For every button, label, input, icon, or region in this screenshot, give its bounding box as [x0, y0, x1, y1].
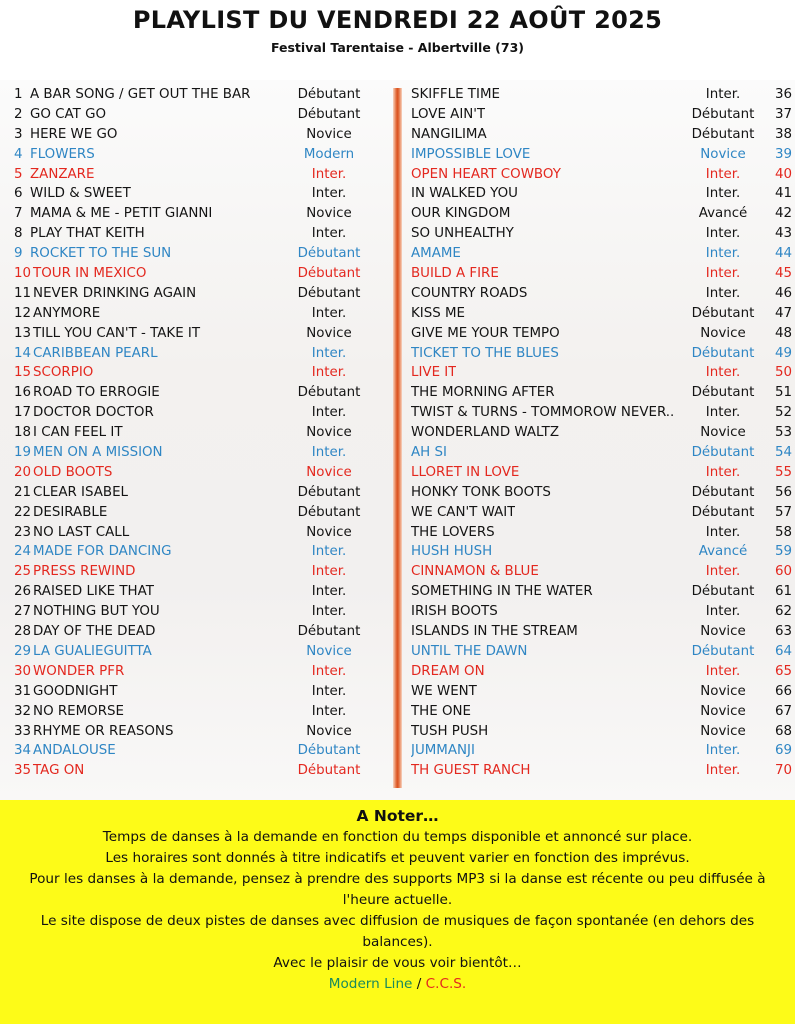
dance-level: Novice: [700, 683, 746, 699]
playlist-row: [14, 85, 388, 105]
dance-level: Inter.: [705, 763, 741, 779]
dance-level: Novice: [700, 146, 746, 162]
playlist-row: [411, 423, 792, 443]
dance-level: Novice: [306, 464, 352, 480]
dance-title: WONDER PFR: [33, 663, 125, 679]
dance-number: 65: [774, 663, 792, 679]
dance-number: 63: [774, 624, 792, 640]
dance-title: HUSH HUSH: [411, 544, 493, 560]
playlist-row: [14, 224, 388, 244]
dance-number: 7: [14, 206, 23, 222]
dance-number: 48: [774, 325, 792, 341]
dance-title: DAY OF THE DEAD: [33, 624, 156, 640]
dance-level: Inter.: [311, 703, 347, 719]
dance-title: ROAD TO ERROGIE: [33, 385, 160, 401]
dance-level: Novice: [306, 643, 352, 659]
dance-number: 16: [14, 385, 32, 401]
dance-level: Débutant: [297, 285, 361, 301]
playlist-row: [14, 264, 388, 284]
dance-title: OUR KINGDOM: [411, 206, 511, 222]
playlist-row: [411, 224, 792, 244]
playlist-row: [14, 105, 388, 125]
playlist-row: [411, 722, 792, 742]
playlist-row: [411, 85, 792, 105]
dance-level: Avancé: [698, 206, 748, 222]
playlist-row: [14, 165, 388, 185]
dance-number: 24: [14, 544, 32, 560]
dance-level: Inter.: [311, 663, 347, 679]
dance-number: 9: [14, 246, 23, 262]
playlist-row: [14, 304, 388, 324]
signature-ccs: C.C.S.: [425, 976, 467, 992]
playlist-row: [411, 264, 792, 284]
dance-title: GIVE ME YOUR TEMPO: [411, 325, 560, 341]
dance-number: 66: [774, 683, 792, 699]
dance-number: 28: [14, 624, 32, 640]
dance-number: 18: [14, 425, 32, 441]
dance-number: 55: [774, 464, 792, 480]
dance-level: Débutant: [691, 484, 755, 500]
dance-title: BUILD A FIRE: [411, 266, 499, 282]
dance-number: 68: [774, 723, 792, 739]
dance-title: I CAN FEEL IT: [33, 425, 123, 441]
dance-title: ISLANDS IN THE STREAM: [411, 624, 578, 640]
dance-level: Novice: [700, 703, 746, 719]
dance-title: NO REMORSE: [33, 703, 124, 719]
dance-title: ZANZARE: [30, 166, 95, 182]
dance-title: JUMMANJI: [411, 743, 475, 759]
playlist-row: [14, 642, 388, 662]
dance-number: 23: [14, 524, 32, 540]
dance-number: 11: [14, 285, 32, 301]
dance-title: FLOWERS: [30, 146, 95, 162]
dance-title: TH GUEST RANCH: [411, 763, 531, 779]
playlist-row: [14, 423, 388, 443]
dance-title: WILD & SWEET: [30, 186, 131, 202]
dance-number: 20: [14, 464, 32, 480]
playlist-row: [14, 503, 388, 523]
dance-level: Débutant: [297, 87, 361, 102]
playlist-row: [411, 324, 792, 344]
dance-title: SKIFFLE TIME: [411, 87, 500, 102]
dance-title: AH SI: [411, 445, 447, 461]
dance-number: 60: [774, 564, 792, 580]
dance-number: 38: [774, 126, 792, 142]
playlist-row: [411, 284, 792, 304]
playlist-row: [411, 602, 792, 622]
playlist-row: [14, 125, 388, 145]
playlist-row: [14, 284, 388, 304]
dance-title: NANGILIMA: [411, 126, 487, 142]
dance-title: IMPOSSIBLE LOVE: [411, 146, 531, 162]
notes-title: A Noter…: [356, 807, 439, 825]
dance-title: TILL YOU CAN'T - TAKE IT: [33, 325, 201, 341]
dance-number: 30: [14, 663, 32, 679]
dance-level: Inter.: [705, 186, 741, 202]
dance-number: 47: [774, 305, 792, 321]
page-title: PLAYLIST DU VENDREDI 22 AOÛT 2025: [132, 6, 663, 34]
dance-title: GOODNIGHT: [33, 683, 118, 699]
dance-title: COUNTRY ROADS: [411, 285, 528, 301]
dance-level: Inter.: [705, 663, 741, 679]
playlist-row: [14, 722, 388, 742]
dance-level: Inter.: [705, 226, 741, 242]
playlist-row: [411, 383, 792, 403]
dance-number: 8: [14, 226, 23, 242]
dance-title: GO CAT GO: [30, 106, 106, 122]
dance-level: Inter.: [705, 524, 741, 540]
dance-level: Inter.: [705, 266, 741, 282]
dance-number: 29: [14, 643, 32, 659]
dance-title: WE CAN'T WAIT: [411, 504, 516, 520]
playlist-row: [411, 165, 792, 185]
dance-title: NO LAST CALL: [33, 524, 130, 540]
dance-title: THE LOVERS: [411, 524, 495, 540]
playlist-row: [411, 622, 792, 642]
playlist-row: [411, 463, 792, 483]
dance-level: Inter.: [311, 584, 347, 600]
dance-number: 10: [14, 266, 32, 282]
dance-level: Inter.: [311, 683, 347, 699]
dance-title: LLORET IN LOVE: [411, 464, 520, 480]
dance-number: 34: [14, 743, 32, 759]
dance-number: 64: [774, 643, 792, 659]
dance-number: 22: [14, 504, 32, 520]
dance-number: 43: [774, 226, 792, 242]
dance-level: Novice: [700, 425, 746, 441]
dance-level: Inter.: [705, 464, 741, 480]
playlist-row: [411, 204, 792, 224]
dance-number: 14: [14, 345, 32, 361]
dance-title: HERE WE GO: [30, 126, 118, 142]
playlist-row: [14, 483, 388, 503]
dance-number: 37: [774, 106, 792, 122]
dance-number: 46: [774, 285, 792, 301]
dance-level: Novice: [306, 524, 352, 540]
playlist-row: [411, 662, 792, 682]
dance-level: Débutant: [297, 246, 361, 262]
dance-level: Débutant: [297, 763, 361, 779]
notes-line: Pour les danses à la demande, pensez à prendre des supports MP3 si la danse est récente ou peu diffusée à l'heure actuelle.: [29, 871, 766, 908]
playlist-row: [14, 463, 388, 483]
dance-title: DREAM ON: [411, 663, 485, 679]
dance-number: 4: [14, 146, 23, 162]
playlist-row: [411, 503, 792, 523]
dance-level: Novice: [306, 206, 352, 222]
dance-number: 44: [774, 246, 792, 262]
playlist-row: [411, 184, 792, 204]
playlist-row: [411, 523, 792, 543]
dance-number: 56: [774, 484, 792, 500]
dance-number: 67: [774, 703, 792, 719]
playlist-row: [14, 582, 388, 602]
dance-number: 51: [774, 385, 792, 401]
dance-title: NEVER DRINKING AGAIN: [33, 285, 197, 301]
dance-number: 25: [14, 564, 32, 580]
dance-number: 61: [774, 584, 792, 600]
dance-level: Novice: [700, 723, 746, 739]
playlist-row: [411, 741, 792, 761]
dance-level: Inter.: [705, 564, 741, 580]
dance-title: CARIBBEAN PEARL: [33, 345, 158, 361]
playlist-row: [411, 105, 792, 125]
playlist-row: [14, 662, 388, 682]
dance-number: 27: [14, 604, 32, 620]
dance-level: Inter.: [311, 305, 347, 321]
column-divider: [393, 88, 402, 788]
playlist-row: [411, 562, 792, 582]
dance-title: TAG ON: [33, 763, 85, 779]
dance-number: 32: [14, 703, 32, 719]
dance-level: Novice: [700, 624, 746, 640]
dance-level: Novice: [306, 325, 352, 341]
dance-title: AMAME: [411, 246, 461, 262]
dance-number: 50: [774, 365, 792, 381]
dance-level: Inter.: [705, 285, 741, 301]
dance-level: Débutant: [691, 643, 755, 659]
playlist-right-column: [411, 85, 792, 781]
dance-level: Inter.: [311, 445, 347, 461]
dance-title: LIVE IT: [411, 365, 457, 381]
dance-title: WE WENT: [411, 683, 477, 699]
signature-separator: /: [412, 976, 426, 992]
dance-title: UNTIL THE DAWN: [411, 643, 528, 659]
playlist-row: [411, 682, 792, 702]
playlist-row: [14, 741, 388, 761]
playlist-row: [411, 582, 792, 602]
dance-number: 35: [14, 763, 32, 779]
dance-level: Inter.: [311, 226, 347, 242]
playlist-row: [411, 244, 792, 264]
dance-title: THE ONE: [411, 703, 471, 719]
dance-number: 57: [774, 504, 792, 520]
signature-modern-line: Modern Line: [328, 976, 413, 992]
dance-level: Inter.: [311, 564, 347, 580]
dance-level: Inter.: [311, 544, 347, 560]
dance-title: DOCTOR DOCTOR: [33, 405, 154, 421]
dance-number: 49: [774, 345, 792, 361]
dance-title: SOMETHING IN THE WATER: [411, 584, 593, 600]
dance-level: Inter.: [705, 87, 741, 102]
dance-level: Novice: [306, 723, 352, 739]
playlist-row: [411, 702, 792, 722]
dance-level: Débutant: [297, 106, 361, 122]
dance-number: 36: [774, 87, 792, 102]
dance-title: TICKET TO THE BLUES: [411, 345, 559, 361]
dance-level: Inter.: [705, 365, 741, 381]
playlist-row: [411, 403, 792, 423]
playlist-row: [14, 204, 388, 224]
dance-number: 54: [774, 445, 792, 461]
playlist-row: [411, 145, 792, 165]
playlist-row: [411, 761, 792, 781]
playlist-row: [14, 542, 388, 562]
dance-level: Débutant: [691, 345, 755, 361]
dance-level: Inter.: [705, 405, 741, 421]
notes-line: Le site dispose de deux pistes de danses avec diffusion de musiques de façon spontanée (en dehors des balances).: [40, 913, 755, 950]
dance-number: 41: [774, 186, 792, 202]
dance-number: 1: [14, 87, 23, 102]
playlist-row: [411, 642, 792, 662]
dance-title: HONKY TONK BOOTS: [411, 484, 551, 500]
dance-title: RHYME OR REASONS: [33, 723, 174, 739]
dance-number: 2: [14, 106, 23, 122]
dance-level: Débutant: [297, 743, 361, 759]
dance-number: 52: [774, 405, 792, 421]
dance-title: SCORPIO: [33, 365, 94, 381]
dance-number: 58: [774, 524, 792, 540]
dance-title: IRISH BOOTS: [411, 604, 498, 620]
dance-level: Débutant: [691, 106, 755, 122]
dance-level: Inter.: [705, 166, 741, 182]
dance-title: A BAR SONG / GET OUT THE BAR: [30, 87, 251, 102]
playlist-row: [411, 363, 792, 383]
playlist-row: [411, 542, 792, 562]
notes-line: Les horaires sont donnés à titre indicatifs et peuvent varier en fonction des imprévus.: [105, 850, 690, 866]
playlist-row: [14, 363, 388, 383]
dance-level: Inter.: [311, 604, 347, 620]
dance-number: 33: [14, 723, 32, 739]
playlist-row: [14, 145, 388, 165]
dance-level: Inter.: [311, 365, 347, 381]
dance-number: 15: [14, 365, 32, 381]
signature: [0, 974, 795, 995]
dance-number: 70: [774, 763, 792, 779]
dance-level: Débutant: [691, 305, 755, 321]
notes-panel: [0, 800, 795, 1024]
dance-level: Débutant: [691, 126, 755, 142]
dance-title: THE MORNING AFTER: [411, 385, 555, 401]
dance-number: 40: [774, 166, 792, 182]
dance-title: ROCKET TO THE SUN: [30, 246, 172, 262]
dance-number: 13: [14, 325, 32, 341]
playlist-left-column: [14, 85, 388, 781]
playlist-row: [411, 125, 792, 145]
dance-title: PRESS REWIND: [33, 564, 136, 580]
dance-number: 69: [774, 743, 792, 759]
dance-title: OPEN HEART COWBOY: [411, 166, 561, 182]
dance-title: LOVE AIN'T: [411, 106, 486, 122]
playlist-row: [411, 344, 792, 364]
playlist-row: [14, 702, 388, 722]
dance-title: PLAY THAT KEITH: [30, 226, 145, 242]
playlist-row: [14, 523, 388, 543]
dance-level: Novice: [306, 425, 352, 441]
dance-title: NOTHING BUT YOU: [33, 604, 160, 620]
playlist-row: [14, 602, 388, 622]
dance-level: Inter.: [705, 246, 741, 262]
dance-level: Débutant: [691, 445, 755, 461]
dance-title: TUSH PUSH: [411, 723, 489, 739]
playlist-row: [411, 443, 792, 463]
dance-title: TOUR IN MEXICO: [33, 266, 147, 282]
dance-number: 5: [14, 166, 23, 182]
dance-title: ANYMORE: [33, 305, 101, 321]
playlist-row: [14, 622, 388, 642]
dance-number: 62: [774, 604, 792, 620]
playlist-row: [14, 344, 388, 364]
dance-title: MEN ON A MISSION: [33, 445, 163, 461]
dance-level: Débutant: [297, 385, 361, 401]
dance-level: Inter.: [311, 166, 347, 182]
dance-level: Inter.: [311, 186, 347, 202]
playlist-row: [14, 403, 388, 423]
dance-number: 45: [774, 266, 792, 282]
dance-number: 6: [14, 186, 23, 202]
dance-level: Modern: [303, 146, 355, 162]
playlist-row: [14, 682, 388, 702]
playlist-row: [14, 244, 388, 264]
dance-level: Débutant: [691, 385, 755, 401]
dance-level: Inter.: [311, 405, 347, 421]
dance-number: 12: [14, 305, 32, 321]
dance-number: 3: [14, 126, 23, 142]
dance-level: Débutant: [691, 584, 755, 600]
dance-title: IN WALKED YOU: [411, 186, 518, 202]
dance-number: 53: [774, 425, 792, 441]
dance-number: 39: [774, 146, 792, 162]
dance-level: Novice: [306, 126, 352, 142]
notes-closing: Avec le plaisir de vous voir bientôt…: [273, 955, 522, 971]
dance-title: MADE FOR DANCING: [33, 544, 172, 560]
dance-number: 19: [14, 445, 32, 461]
dance-number: 31: [14, 683, 32, 699]
dance-level: Avancé: [698, 544, 748, 560]
dance-level: Inter.: [705, 604, 741, 620]
dance-title: LA GUALIEGUITTA: [33, 643, 152, 659]
dance-title: WONDERLAND WALTZ: [411, 425, 560, 441]
playlist-row: [14, 562, 388, 582]
playlist-row: [411, 483, 792, 503]
playlist-row: [14, 324, 388, 344]
dance-number: 42: [774, 206, 792, 222]
dance-title: OLD BOOTS: [33, 464, 113, 480]
playlist-row: [14, 761, 388, 781]
dance-level: Débutant: [297, 504, 361, 520]
dance-title: TWIST & TURNS - TOMMOROW NEVER..: [411, 405, 675, 421]
playlist-row: [14, 383, 388, 403]
dance-title: DESIRABLE: [33, 504, 108, 520]
dance-number: 26: [14, 584, 32, 600]
dance-level: Débutant: [297, 624, 361, 640]
dance-number: 59: [774, 544, 792, 560]
dance-title: MAMA & ME - PETIT GIANNI: [30, 206, 213, 222]
dance-number: 21: [14, 484, 32, 500]
dance-level: Débutant: [691, 504, 755, 520]
playlist-row: [14, 184, 388, 204]
notes-line: Temps de danses à la demande en fonction du temps disponible et annoncé sur place.: [102, 829, 693, 845]
dance-level: Inter.: [705, 743, 741, 759]
playlist-row: [411, 304, 792, 324]
page-subtitle: Festival Tarentaise - Albertville (73): [270, 40, 524, 55]
dance-level: Novice: [700, 325, 746, 341]
playlist-row: [14, 443, 388, 463]
dance-title: CLEAR ISABEL: [33, 484, 129, 500]
dance-title: CINNAMON & BLUE: [411, 564, 539, 580]
dance-title: ANDALOUSE: [33, 743, 116, 759]
dance-title: KISS ME: [411, 305, 466, 321]
dance-number: 17: [14, 405, 32, 421]
dance-level: Débutant: [297, 484, 361, 500]
dance-title: SO UNHEALTHY: [411, 226, 514, 242]
dance-level: Inter.: [311, 345, 347, 361]
dance-title: RAISED LIKE THAT: [33, 584, 154, 600]
header: [0, 0, 795, 80]
dance-level: Débutant: [297, 266, 361, 282]
